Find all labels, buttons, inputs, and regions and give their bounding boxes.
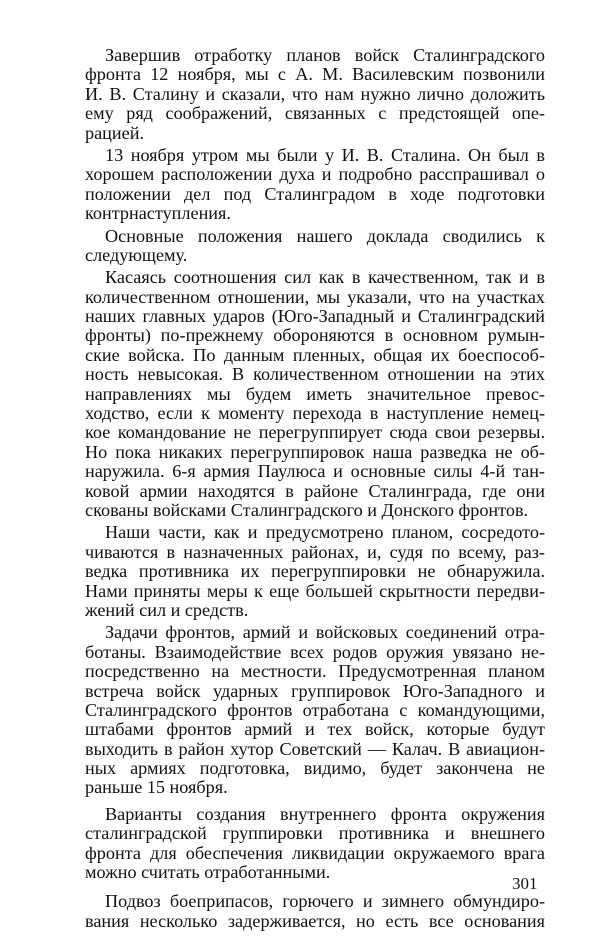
text-line: хорошем расположении духа и подробно расспрашивал о [85,164,545,185]
text-line: кое командование не перегруппирует сюда свои резервы. [85,422,545,443]
text-line: можно считать отработанными. [85,862,331,883]
paragraph [85,523,545,620]
text-line: ские войска. По данным пленных, общая их боеспособ- [85,344,545,365]
paragraph [85,623,545,798]
text-line: ему ряд соображений, связанных с предстоящей опе- [85,103,545,124]
text-line: фронта для обеспечения ликвидации окружаемого врага [85,842,545,863]
text-line: фронты) по-прежнему обороняются в основном румын- [85,325,545,346]
text-line: Основные положения нашего доклада сводились к [105,225,545,246]
text-line: Варианты создания внутреннего фронта окружения [105,803,545,824]
text-line: Сталинградского фронтов отработана с командующими, [85,699,545,720]
text-line: 13 ноября утром мы были у И. В. Сталина. Он был в [105,144,545,165]
text-line: жений сил и средств. [85,599,249,620]
text-line: И. В. Сталину и сказали, что нам нужно лично доложить [85,83,545,104]
paragraph [85,46,545,143]
text-line: Завершив отработку планов войск Сталинградского [105,45,545,65]
text-line: рацией. [85,122,144,143]
text-line: следующему. [85,244,188,265]
text-line: наших главных ударов (Юго-Западный и Сталинградский [85,306,545,327]
text-line: выходить в район хутор Советский — Калач. В авиацион- [85,738,545,759]
text-line: штабами фронтов армий и тех войск, которые будут [85,719,545,740]
text-line: ведка противника их перегруппировки не обнаружила. [85,561,545,582]
paragraph [85,268,545,520]
text-line: Нами приняты меры к еще большей скрытности передви- [85,580,545,601]
text-line: наружила. 6-я армия Паулюса и основные силы 4-й тан- [85,461,545,482]
text-line: ных армиях подготовка, видимо, будет закончена не [85,758,545,779]
paragraph [85,805,545,883]
text-line: вания несколько задерживается, но есть все основания [85,910,545,931]
text-line: количественном отношении, мы указали, что на участках [85,286,545,307]
text-line: направлениях мы будем иметь значительное превос- [85,383,545,404]
text-line: сталинградской группировки противника и внешнего [85,823,545,844]
paragraph [85,146,545,224]
text-line: Наши части, как и предусмотрено планом, сосредото- [105,522,545,543]
page-number: 301 [512,874,538,893]
text-line: ность невысокая. В количественном отношении на этих [85,364,545,385]
text-line: чиваются в назначенных районах, и, судя по всему, раз- [85,541,545,562]
text-line: посредственно на местности. Предусмотренная планом [85,661,545,682]
text-line: Но пока никаких перегруппировок наша разведка не об- [85,441,545,462]
text-line: ботаны. Взаимодействие всех родов оружия увязано не- [85,641,545,662]
paragraph [85,227,545,266]
text-line: фронта 12 ноября, мы с А. М. Василевским позвонили [85,64,545,85]
text-line: ковой армии находятся в районе Сталинграда, где они [85,480,545,501]
body-text [85,43,545,931]
text-line: раньше 15 ноября. [85,777,228,798]
text-line: Подвоз боеприпасов, горючего и зимнего обмундиро- [105,891,545,912]
text-line: Задачи фронтов, армий и войсковых соединений отра- [105,622,545,643]
text-line: Касаясь соотношения сил как в качественном, так и в [105,267,545,288]
text-line: скованы войсками Сталинградского и Донского фронтов. [85,499,529,520]
text-line: контрнаступления. [85,203,231,224]
text-line: встреча войск ударных группировок Юго-Западного и [85,680,545,701]
paragraph [85,892,545,931]
text-line: положении дел под Сталинградом в ходе подготовки [85,183,545,204]
text-line: ходство, если к моменту перехода в наступление немец- [85,403,545,424]
